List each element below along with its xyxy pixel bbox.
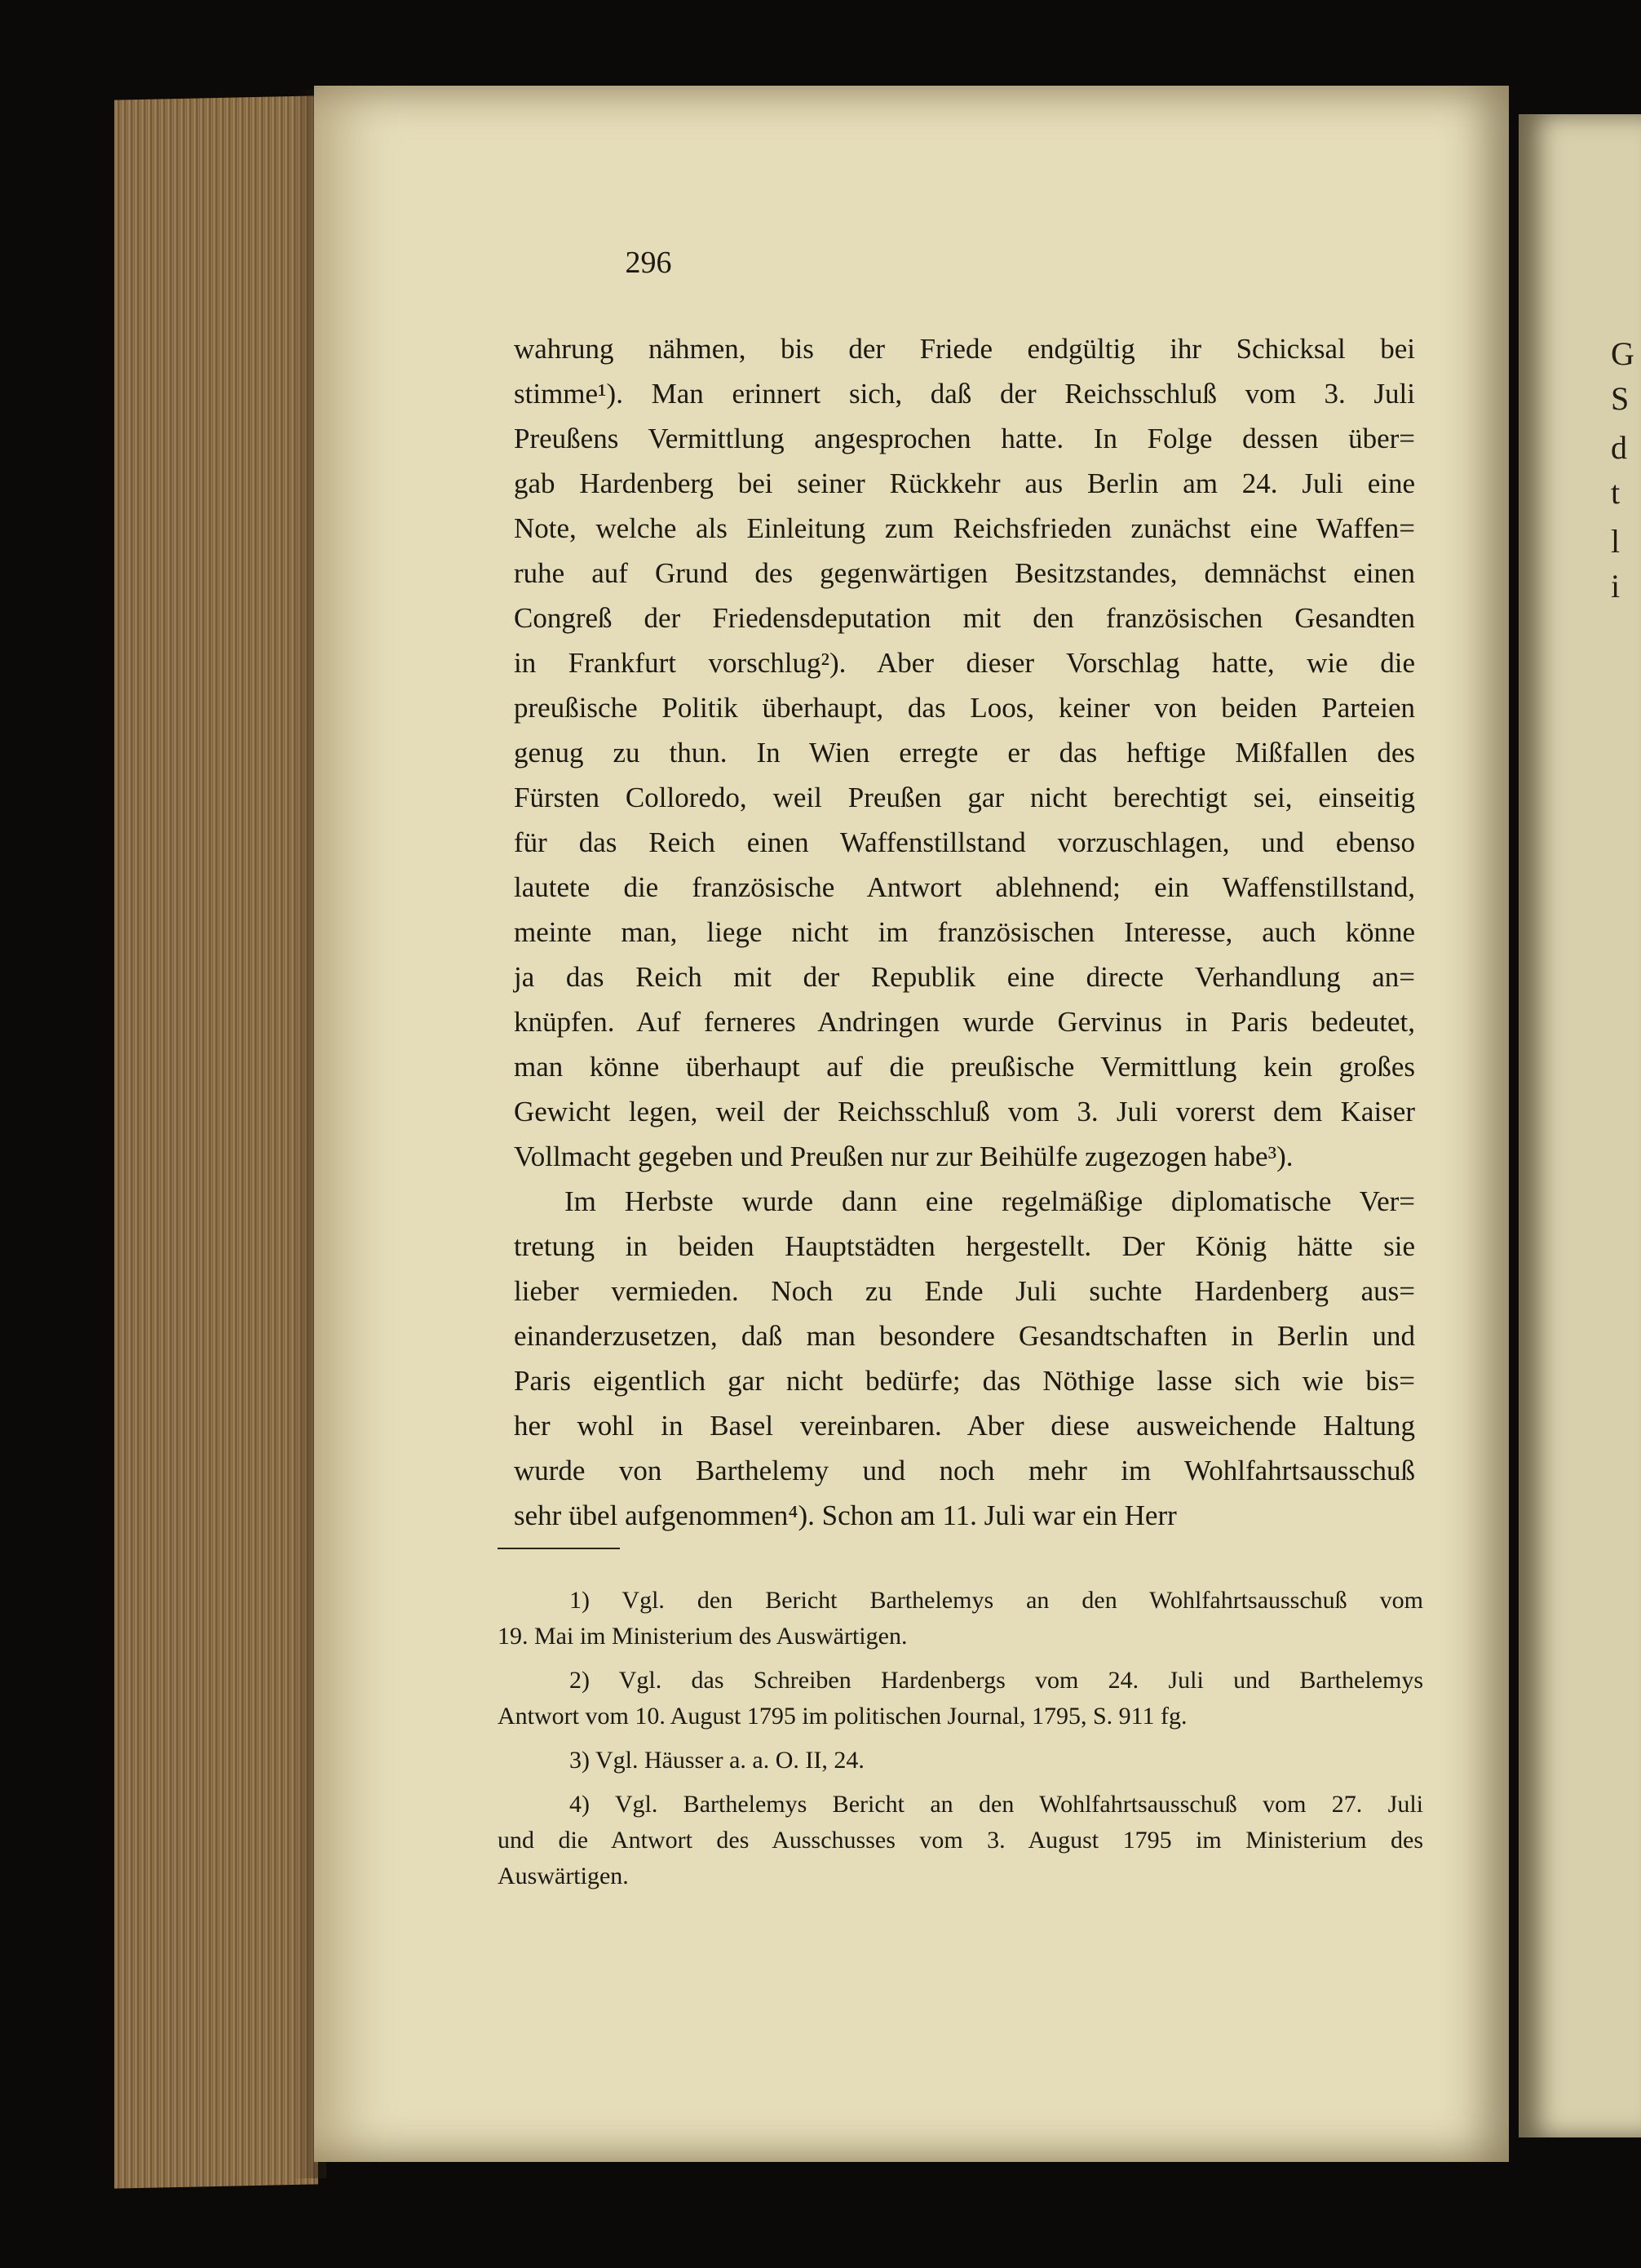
facing-page-fragment: i xyxy=(1611,568,1621,605)
text-line: in Frankfurt vorschlug²). Aber dieser Vorschlag hatte, wie die xyxy=(514,647,1415,679)
footnote-line: 4) Vgl. Barthelemys Bericht an den Wohlfahrtsausschuß vom 27. Juli xyxy=(569,1791,1423,1818)
text-line: Gewicht legen, weil der Reichsschluß vom 3. Juli vorerst dem Kaiser xyxy=(514,1096,1415,1127)
text-line: genug zu thun. In Wien erregte er das heftige Mißfallen des xyxy=(514,737,1415,769)
text-line: Paris eigentlich gar nicht bedürfe; das Nöthige lasse sich wie bis= xyxy=(514,1365,1415,1397)
page-number: 296 xyxy=(625,246,672,280)
text-line: Congreß der Friedensdeputation mit den französischen Gesandten xyxy=(514,602,1415,634)
footnote-3 xyxy=(498,1743,1423,1779)
facing-page-fragment: t xyxy=(1611,474,1621,511)
text-line: lautete die französische Antwort ablehnend; ein Waffenstillstand, xyxy=(514,871,1415,903)
text-line: Fürsten Colloredo, weil Preußen gar nicht berechtigt sei, einseitig xyxy=(514,782,1415,813)
text-line: Vollmacht gegeben und Preußen nur zur Beihülfe zugezogen habe³). xyxy=(514,1141,1294,1172)
text-line: einanderzusetzen, daß man besondere Gesandtschaften in Berlin und xyxy=(514,1320,1415,1352)
facing-page-fragment: l xyxy=(1611,523,1621,560)
text-line: lieber vermieden. Noch zu Ende Juli suchte Hardenberg aus= xyxy=(514,1275,1415,1307)
facing-page-fragment: d xyxy=(1611,429,1627,466)
text-line: für das Reich einen Waffenstillstand vorzuschlagen, und ebenso xyxy=(514,826,1415,858)
footnote-2 xyxy=(498,1663,1423,1734)
text-line: meinte man, liege nicht im französischen Interesse, auch könne xyxy=(514,916,1415,948)
footnote-line: 1) Vgl. den Bericht Barthelemys an den Wohlfahrtsausschuß vom xyxy=(569,1587,1423,1614)
footnote-line: und die Antwort des Ausschusses vom 3. August 1795 im Ministerium des xyxy=(498,1827,1423,1854)
footnote-line: 2) Vgl. das Schreiben Hardenbergs vom 24. Juli und Barthelemys xyxy=(569,1667,1423,1694)
text-line: stimme¹). Man erinnert sich, daß der Reichsschluß vom 3. Juli xyxy=(514,378,1415,410)
text-line: ruhe auf Grund des gegenwärtigen Besitzstandes, demnächst einen xyxy=(514,557,1415,589)
text-line: Im Herbste wurde dann eine regelmäßige diplomatische Ver= xyxy=(564,1185,1415,1217)
footnote-rule xyxy=(498,1548,620,1549)
footnote-line: Antwort vom 10. August 1795 im politischen Journal, 1795, S. 911 fg. xyxy=(498,1703,1188,1730)
footnote-4 xyxy=(498,1787,1423,1894)
footnote-line: 3) Vgl. Häusser a. a. O. II, 24. xyxy=(569,1747,865,1774)
text-line: Preußens Vermittlung angesprochen hatte. In Folge dessen über= xyxy=(514,423,1415,454)
text-line: her wohl in Basel vereinbaren. Aber diese ausweichende Haltung xyxy=(514,1410,1415,1442)
page-edges-stack xyxy=(114,95,318,2188)
footnote-line: 19. Mai im Ministerium des Auswärtigen. xyxy=(498,1623,908,1650)
text-line: gab Hardenberg bei seiner Rückkehr aus Berlin am 24. Juli eine xyxy=(514,467,1415,499)
text-line: tretung in beiden Hauptstädten hergestellt. Der König hätte sie xyxy=(514,1230,1415,1262)
footnote-line: Auswärtigen. xyxy=(498,1863,629,1889)
text-line: knüpfen. Auf ferneres Andringen wurde Gervinus in Paris bedeutet, xyxy=(514,1006,1415,1038)
text-line: wurde von Barthelemy und noch mehr im Wohlfahrtsausschuß xyxy=(514,1455,1415,1486)
facing-page-fragment: G xyxy=(1611,335,1634,372)
footnote-1 xyxy=(498,1583,1423,1654)
text-line: sehr übel aufgenommen⁴). Schon am 11. Juli war ein Herr xyxy=(514,1499,1177,1531)
facing-page-fragment: S xyxy=(1611,380,1630,417)
text-line: ja das Reich mit der Republik eine directe Verhandlung an= xyxy=(514,961,1415,993)
facing-page-edge xyxy=(1519,114,1641,2137)
text-line: wahrung nähmen, bis der Friede endgültig ihr Schicksal bei xyxy=(514,333,1415,365)
text-line: preußische Politik überhaupt, das Loos, keiner von beiden Parteien xyxy=(514,692,1415,724)
text-line: man könne überhaupt auf die preußische Vermittlung kein großes xyxy=(514,1051,1415,1083)
body-text xyxy=(514,326,1415,1538)
text-line: Note, welche als Einleitung zum Reichsfrieden zunächst eine Waffen= xyxy=(514,512,1415,544)
footnotes xyxy=(498,1583,1423,1903)
